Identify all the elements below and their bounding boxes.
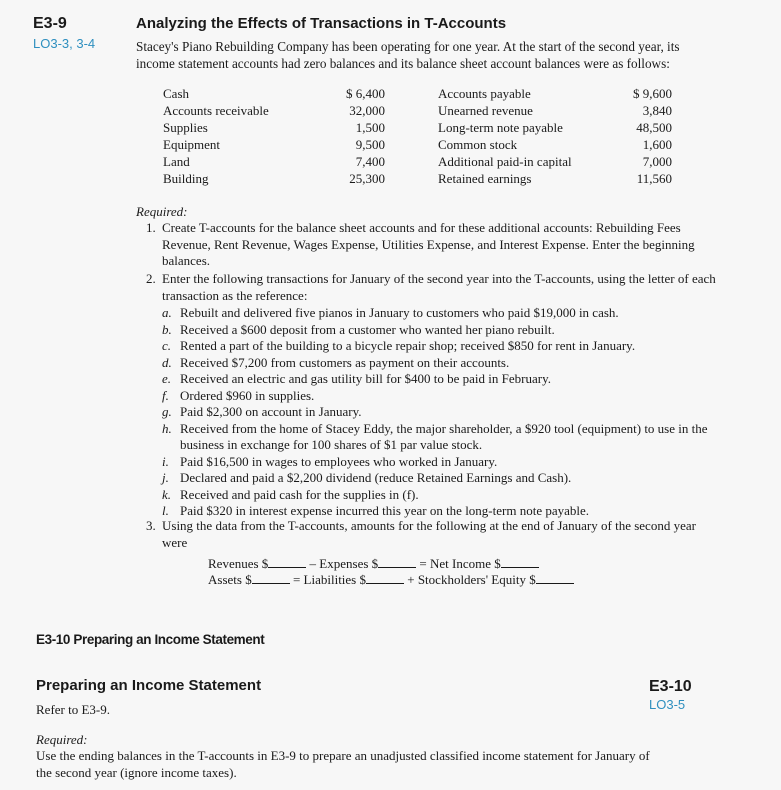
account-amount: 32,000 bbox=[349, 103, 385, 118]
transaction-list bbox=[162, 305, 722, 520]
req2-text: Enter the following transactions for January of the second year into the T-accounts, using the letter of each transaction as the reference: bbox=[162, 271, 716, 303]
account-name: Additional paid-in capital bbox=[438, 154, 572, 169]
account-amount: 25,300 bbox=[349, 171, 385, 186]
transaction-text: Received an electric and gas utility bill for $400 to be paid in February. bbox=[180, 371, 551, 386]
transaction-letter: e. bbox=[162, 371, 172, 386]
exercise-title-310: Preparing an Income Statement bbox=[36, 677, 262, 694]
req1-text: Create T-accounts for the balance sheet accounts and for these additional accounts: Rebuilding Fees Revenue, Rent Revenue, Wages Expense, Utilities Expense, and Interest Expense. Enter the beginning balances. bbox=[162, 220, 695, 268]
assets-label: Assets $ bbox=[208, 572, 252, 587]
transaction-text: Paid $320 in interest expense incurred this year on the long-term note payable. bbox=[180, 503, 590, 518]
transaction-item bbox=[162, 355, 722, 372]
transaction-item bbox=[162, 338, 722, 355]
transaction-item bbox=[162, 487, 722, 504]
account-name: Accounts payable bbox=[438, 86, 531, 101]
expenses-blank[interactable] bbox=[378, 556, 416, 568]
spacer bbox=[385, 85, 438, 102]
balance-row bbox=[163, 85, 672, 102]
exercise-number: E3-9 bbox=[33, 15, 67, 32]
equity-blank[interactable] bbox=[536, 572, 574, 584]
req2-number: 2. bbox=[146, 271, 156, 286]
transaction-letter: f. bbox=[162, 387, 169, 403]
transaction-text: Paid $16,500 in wages to employees who worked in January. bbox=[180, 453, 498, 469]
req3-text: Using the data from the T-accounts, amounts for the following at the end of January of the second year were bbox=[162, 518, 696, 550]
account-amount: 1,600 bbox=[642, 137, 672, 152]
account-name: Land bbox=[163, 154, 190, 169]
transaction-letter: g. bbox=[162, 404, 172, 419]
spacer bbox=[385, 136, 438, 153]
transaction-text: Received and paid cash for the supplies in (f). bbox=[180, 486, 419, 502]
transaction-item bbox=[162, 454, 722, 471]
account-name: Building bbox=[163, 171, 209, 186]
refer-text: Refer to E3-9. bbox=[36, 702, 111, 717]
account-amount: 7,400 bbox=[355, 154, 385, 169]
exercise-number-310: E3-10 bbox=[649, 678, 692, 695]
spacer bbox=[385, 102, 438, 119]
account-name: Unearned revenue bbox=[438, 103, 533, 118]
account-amount: 7,000 bbox=[642, 154, 672, 169]
equity-label: + Stockholders' Equity $ bbox=[407, 572, 536, 587]
transaction-item bbox=[162, 305, 722, 322]
transaction-item bbox=[162, 421, 722, 454]
transaction-letter: h. bbox=[162, 420, 172, 436]
balance-row bbox=[163, 119, 672, 136]
spacer bbox=[385, 153, 438, 170]
required-label: Required: bbox=[136, 204, 188, 219]
account-name: Equipment bbox=[163, 137, 221, 152]
account-name: Supplies bbox=[163, 120, 208, 135]
balance-row bbox=[163, 136, 672, 153]
transaction-letter: a. bbox=[162, 305, 172, 320]
req1-number: 1. bbox=[146, 220, 156, 235]
required-text-310: Use the ending balances in the T-accounts in E3-9 to prepare an unadjusted classified income statement for January of the second year (ignore income taxes). bbox=[36, 748, 650, 780]
revenues-blank[interactable] bbox=[268, 556, 306, 568]
transaction-letter: b. bbox=[162, 321, 172, 337]
transaction-text: Paid $2,300 on account in January. bbox=[180, 404, 362, 419]
exercise-intro: Stacey's Piano Rebuilding Company has been operating for one year. At the start of the second year, its income statement accounts had zero balances and its balance sheet account balances were as follows: bbox=[136, 39, 680, 71]
account-amount: 3,840 bbox=[642, 103, 672, 118]
net-income-label: = Net Income $ bbox=[419, 556, 501, 571]
req3-number: 3. bbox=[146, 518, 156, 533]
account-name: Retained earnings bbox=[438, 171, 532, 186]
transaction-letter: d. bbox=[162, 354, 172, 370]
balance-row bbox=[163, 102, 672, 119]
account-name: Accounts receivable bbox=[163, 103, 269, 118]
balance-equation bbox=[208, 572, 574, 589]
transaction-item bbox=[162, 404, 722, 421]
transaction-text: Rented a part of the building to a bicycle repair shop; received $850 for rent in January. bbox=[180, 338, 636, 353]
transaction-letter: j. bbox=[162, 470, 169, 485]
balance-row bbox=[163, 170, 672, 187]
account-name: Long-term note payable bbox=[438, 120, 563, 135]
account-amount: 48,500 bbox=[636, 120, 672, 135]
section-heading: E3-10 Preparing an Income Statement bbox=[36, 632, 265, 647]
transaction-text: Received from the home of Stacey Eddy, the major shareholder, a $920 tool (equipment) to use in the business in exchange for 100 shares of $1 par value stock. bbox=[180, 420, 708, 452]
liabilities-label: = Liabilities $ bbox=[292, 572, 366, 587]
transaction-text: Ordered $960 in supplies. bbox=[180, 387, 315, 403]
learning-objective: LO3-3, 3-4 bbox=[33, 36, 96, 51]
spacer bbox=[385, 170, 438, 187]
learning-objective-310: LO3-5 bbox=[649, 697, 686, 712]
liabilities-blank[interactable] bbox=[366, 572, 404, 584]
account-amount: 1,500 bbox=[355, 120, 385, 135]
account-amount: $ 9,600 bbox=[633, 86, 672, 101]
expenses-label: – Expenses $ bbox=[309, 556, 379, 571]
account-name: Cash bbox=[163, 86, 189, 101]
account-amount: 11,560 bbox=[636, 171, 672, 186]
transaction-letter: k. bbox=[162, 486, 172, 502]
balance-table bbox=[163, 85, 672, 187]
transaction-item bbox=[162, 322, 722, 339]
assets-blank[interactable] bbox=[252, 572, 290, 584]
transaction-text: Rebuilt and delivered five pianos in January to customers who paid $19,000 in cash. bbox=[180, 305, 619, 320]
transaction-text: Declared and paid a $2,200 dividend (reduce Retained Earnings and Cash). bbox=[180, 470, 572, 485]
transaction-item bbox=[162, 388, 722, 405]
spacer bbox=[385, 119, 438, 136]
transaction-item bbox=[162, 371, 722, 388]
account-amount: 9,500 bbox=[355, 137, 385, 152]
income-equation bbox=[208, 556, 539, 573]
balance-row bbox=[163, 153, 672, 170]
account-amount: $ 6,400 bbox=[346, 86, 385, 101]
transaction-letter: i. bbox=[162, 453, 169, 469]
revenues-label: Revenues $ bbox=[208, 556, 269, 571]
transaction-text: Received $7,200 from customers as payment on their accounts. bbox=[180, 354, 510, 370]
account-name: Common stock bbox=[438, 137, 518, 152]
transaction-letter: c. bbox=[162, 338, 172, 353]
exercise-title: Analyzing the Effects of Transactions in T-Accounts bbox=[136, 15, 507, 32]
transaction-letter: l. bbox=[162, 503, 169, 518]
net-income-blank[interactable] bbox=[501, 556, 539, 568]
transaction-text: Received a $600 deposit from a customer who wanted her piano rebuilt. bbox=[180, 321, 555, 337]
transaction-item bbox=[162, 470, 722, 487]
required-label-310: Required: bbox=[36, 732, 88, 747]
